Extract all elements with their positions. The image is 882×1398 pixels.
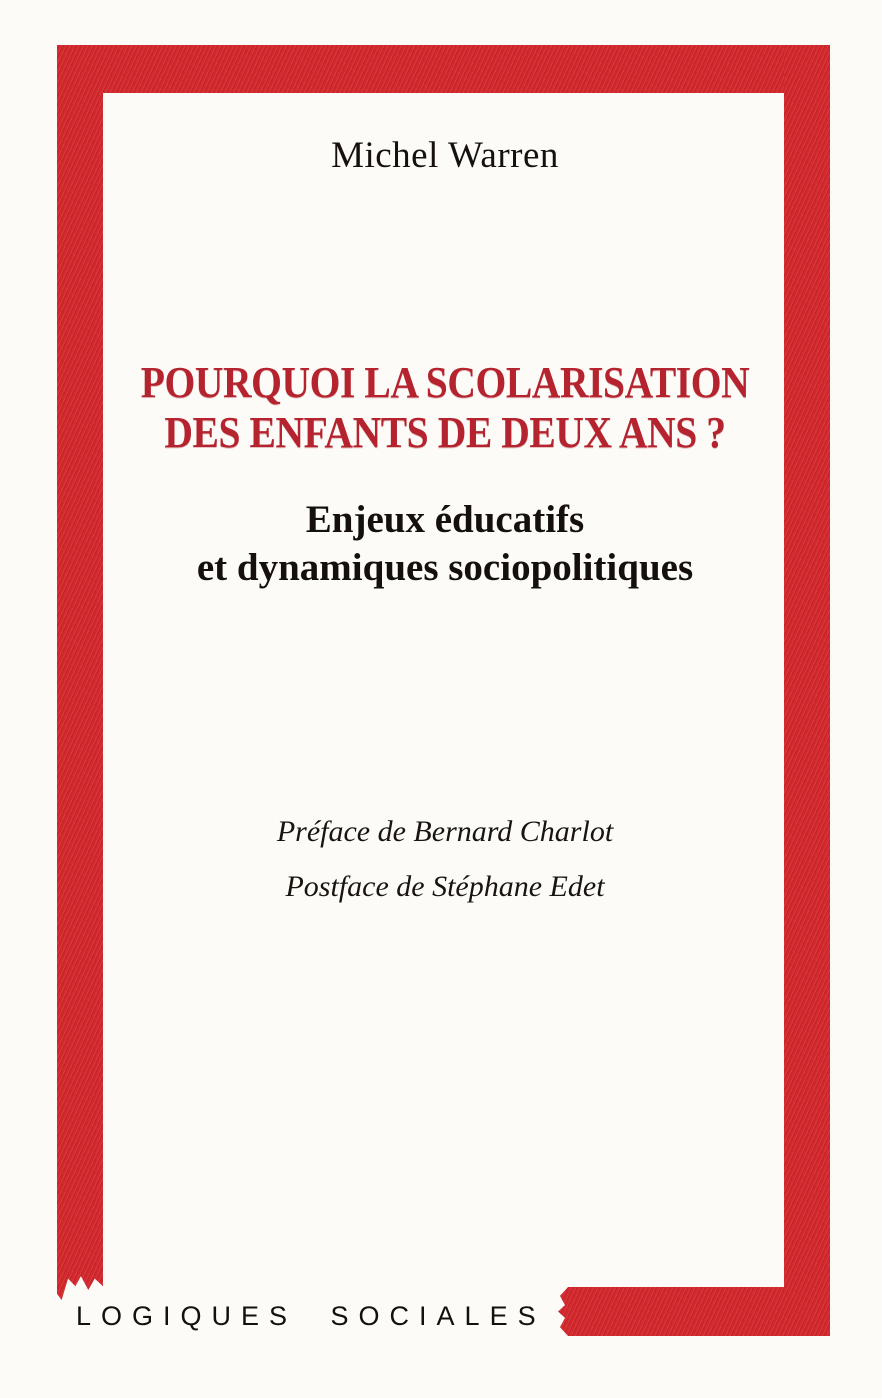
collection-band-notched: [558, 1287, 830, 1336]
author-name: Michel Warren: [331, 135, 559, 176]
frame-top-band: [57, 45, 830, 93]
frame-right-band: [784, 45, 830, 1336]
preface-credit: Préface de Bernard Charlot: [276, 815, 614, 848]
subtitle-line-1: Enjeux éducatifs: [305, 498, 585, 541]
book-title: [137, 358, 753, 458]
title-line-2: DES ENFANTS DE DEUX ANS ?: [164, 408, 726, 457]
collection-title: LOGIQUES SOCIALES: [76, 1301, 546, 1331]
title-line-1: POURQUOI LA SCOLARISATION: [140, 358, 750, 407]
subtitle-line-2: et dynamiques sociopolitiques: [196, 546, 694, 589]
book-subtitle: [103, 496, 787, 592]
frame-left-ribbon-torn-end: [57, 45, 103, 1300]
postface-credit: Postface de Stéphane Edet: [285, 870, 605, 903]
